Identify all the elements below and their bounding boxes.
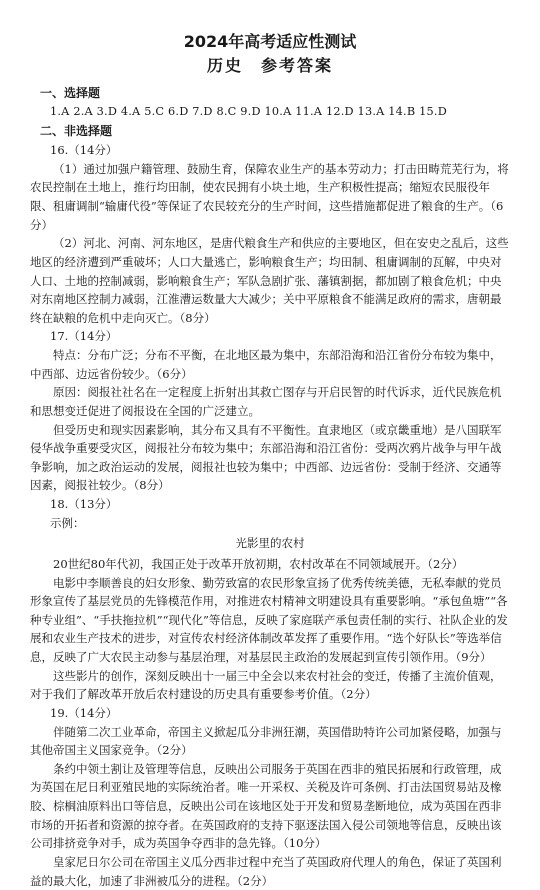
question-17-reasons: 原因：阅报社社名在一定程度上折射出其救亡图存与开启民智的时代诉求，近代民族危机和思想变迁促进了阅报设在全国的广泛建立。 — [30, 385, 502, 418]
question-18-essay-title: 光影里的农村 — [235, 536, 305, 551]
question-18-paragraph-2: 电影中李顺善良的妇女形象、勤劳致富的农民形象宣扬了优秀传统美德，无私奉献的党员形象宣传了基层党员的先锋模范作用，对推进农村精神文明建设具有重要影响。“承包鱼塘”“各种专业组”、“手扶拖拉机”“现代化”等信息，反映了家庭联产承包责任制的实行、社队企业的发展和农业生产技术的进步，对宣传农村经济体制改革发挥了重要作用。“选个好队长”等选举信息，反映了广大农民主动参与基层治理，对基层民主政治的发展起到宣传引领作用。（9分） — [30, 575, 508, 665]
choice-answers: 1.A 2.A 3.D 4.A 5.C 6.D 7.D 8.C 9.D 10.A 11.A 12.D 13.A 14.B 15.D — [50, 105, 447, 119]
question-17-features: 特点：分布广泛；分布不平衡，在北地区最为集中，东部沿海和沿江省份分布较为集中，中西部、边远省份较少。（6分） — [30, 348, 502, 381]
question-18-paragraph-3: 这些影片的创作，深刻反映出十一届三中全会以来农村社会的变迁，传播了主流价值观，对于我们了解改革开放后农村建设的历史具有重要参考价值。（2分） — [30, 668, 502, 702]
question-18-number: 18.（13分） — [50, 497, 118, 512]
question-16-part-1: （1）通过加强户籍管理、鼓励生育，保障农业生产的基本劳动力；打击田畴荒芜行为，将农民控制在土地上，推行均田制，使农民拥有小块土地，生产积极性提高；缩短农民服役年限、租庸调制“输庸代役”等保证了农民较充分的生产时间，这些措施都促进了粮食的生产。（6分） — [30, 161, 509, 232]
page-subtitle: 历史 参考答案 — [206, 56, 333, 75]
question-16-part-2: （2）河北、河南、河东地区，是唐代粮食生产和供应的主要地区，但在安史之乱后，这些地区的经济遭到严重破坏；人口大量逃亡，影响粮食生产；均田制、租庸调制的瓦解，中央对人口、土地的控制减弱，影响粮食生产；军队急剧扩张、藩镇割据，都加剧了粮食危机；中央对东南地区控制力减弱，江淮漕运数量大大减少；关中平原粮食不能满足政府的需求，唐朝最终在缺粮的危机中走向灭亡。（8分） — [30, 236, 509, 325]
question-17-number: 17.（14分） — [50, 329, 118, 344]
section-heading-choice: 一、选择题 — [40, 86, 101, 100]
section-heading-non-choice: 二、非选择题 — [40, 123, 113, 138]
question-19-paragraph-1: 伴随第二次工业革命，帝国主义掀起瓜分非洲狂潮，英国借助特许公司加紧侵略，加强与其他帝国主义国家竞争。（2分） — [30, 724, 502, 758]
page-title: 2024年高考适应性测试 — [183, 32, 357, 51]
question-19-paragraph-3: 皇家尼日尔公司在帝国主义瓜分西非过程中充当了英国政府代理人的角色，保证了英国利益的最大化，加速了非洲被瓜分的进程。（2分） — [30, 854, 502, 888]
question-17-imbalance: 但受历史和现实因素影响，其分布又具有不平衡性。直隶地区（或京畿重地）是八国联军侵华战争重要受灾区，阅报社分布较为集中；东部沿海和沿江省份：受两次鸦片战争与甲午战争影响，加之政治运动的发展，阅报社也较为集中；中西部、边远省份：受制于经济、交通等因素，阅报社较少。（8分） — [30, 422, 502, 493]
question-19-number: 19.（14分） — [50, 705, 118, 720]
question-19-paragraph-2: 条约中领土割让及管理等信息，反映出公司服务于英国在西非的殖民拓展和行政管理，成为英国在尼日利亚殖民地的实际统治者。唯一开采权、关税及许可条例、打击法国贸易站及橡胶、棕榈油原料出口等信息，反映出公司在该地区处于开发和贸易垄断地位，成为英国在西非市场的开拓者和资源的掠夺者。在英国政府的支持下驱逐法国入侵公司领地等信息，反映出该公司排挤竞争对手，成为英国争夺西非的急先锋。（10分） — [30, 761, 502, 851]
question-16-number: 16.（14分） — [50, 143, 118, 158]
question-18-paragraph-1: 20世纪80年代初，我国正处于改革开放初期，农村改革在不同领域展开。（2分） — [53, 556, 464, 571]
question-18-example-label: 示例： — [50, 515, 85, 530]
